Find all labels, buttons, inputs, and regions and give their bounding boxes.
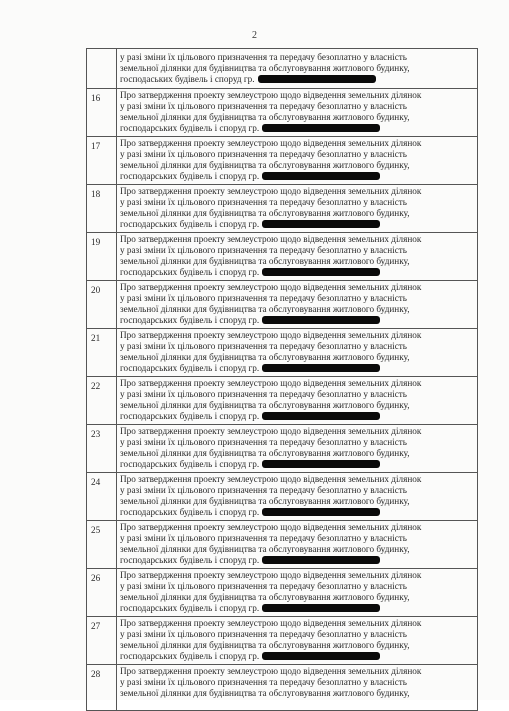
row-text-line-content: господарських будівель і споруд гр. xyxy=(120,411,260,421)
table-row xyxy=(87,89,478,137)
row-number-cell: 28 xyxy=(87,665,117,711)
row-text-line-content: господарських будівель і споруд гр. xyxy=(120,219,260,229)
row-text-line: земельної ділянки для будівництва та обслуговування житлового будинку, xyxy=(120,63,410,73)
row-text-line: земельної ділянки для будівництва та обслуговування житлового будинку, xyxy=(120,688,410,698)
row-text-line-content: господарських будівель і споруд гр. xyxy=(120,555,260,565)
row-text-cell xyxy=(117,617,478,665)
redaction-mark xyxy=(262,508,380,516)
row-text-line: у разі зміни їх цільового призначення та передачу безоплатно у власність xyxy=(120,629,407,639)
row-text-line xyxy=(120,123,474,134)
row-text-line: Про затвердження проекту землеустрою щодо відведення земельних ділянок xyxy=(120,330,422,340)
row-text-line: у разі зміни їх цільового призначення та передачу безоплатно у власність xyxy=(120,581,407,591)
row-text-cell xyxy=(117,377,478,425)
row-text-line: земельної ділянки для будівництва та обслуговування житлового будинку, xyxy=(120,160,410,170)
row-text-line: у разі зміни їх цільового призначення та передачу безоплатно у власність xyxy=(120,52,407,62)
row-text-line: земельної ділянки для будівництва та обслуговування житлового будинку, xyxy=(120,400,410,410)
row-number-cell: 17 xyxy=(87,137,117,185)
table-row xyxy=(87,377,478,425)
table-row xyxy=(87,569,478,617)
table-row xyxy=(87,233,478,281)
row-text-line: у разі зміни їх цільового призначення та передачу безоплатно у власність xyxy=(120,389,407,399)
table-row xyxy=(87,617,478,665)
row-text-line-content: господаських будівель і споруд гр. xyxy=(120,74,255,84)
table-row xyxy=(87,137,478,185)
row-text-line: Про затвердження проекту землеустрою щодо відведення земельних ділянок xyxy=(120,618,422,628)
row-text-line xyxy=(120,411,474,422)
row-text-line xyxy=(120,171,474,182)
row-number-cell: 24 xyxy=(87,473,117,521)
row-number-cell xyxy=(87,49,117,89)
row-text-line: у разі зміни їх цільового призначення та передачу безоплатно у власність xyxy=(120,149,407,159)
row-text-line-content: господарських будівель і споруд гр. xyxy=(120,603,260,613)
row-text-line: земельної ділянки для будівництва та обслуговування житлового будинку, xyxy=(120,112,410,122)
table-row xyxy=(87,185,478,233)
row-text-line: Про затвердження проекту землеустрою щодо відведення земельних ділянок xyxy=(120,282,422,292)
row-text-line: Про затвердження проекту землеустрою щодо відведення земельних ділянок xyxy=(120,138,422,148)
row-text-line: у разі зміни їх цільового призначення та передачу безоплатно у власність xyxy=(120,677,407,687)
row-text-cell xyxy=(117,233,478,281)
row-text-line: земельної ділянки для будівництва та обслуговування житлового будинку, xyxy=(120,208,410,218)
table-body xyxy=(87,49,478,711)
table-row-continuation xyxy=(87,49,478,89)
resolutions-table xyxy=(86,48,478,711)
row-text-line-content: господарських будівель і споруд гр. xyxy=(120,267,260,277)
row-number-cell: 27 xyxy=(87,617,117,665)
row-text-cell xyxy=(117,49,478,89)
redaction-mark xyxy=(262,604,380,612)
row-text-line-content: господарських будівель і споруд гр. xyxy=(120,507,260,517)
row-text-line xyxy=(120,267,474,278)
redaction-mark xyxy=(262,268,380,276)
row-number-cell: 25 xyxy=(87,521,117,569)
row-text-cell xyxy=(117,137,478,185)
row-text-line: земельної ділянки для будівництва та обслуговування житлового будинку, xyxy=(120,640,410,650)
row-number-cell: 18 xyxy=(87,185,117,233)
row-text-line: у разі зміни їх цільового призначення та передачу безоплатно у власність xyxy=(120,485,407,495)
row-text-line: у разі зміни їх цільового призначення та передачу безоплатно у власність xyxy=(120,101,407,111)
redaction-mark xyxy=(262,364,380,372)
row-text-line-content: господарських будівель і споруд гр. xyxy=(120,363,260,373)
row-text-cell xyxy=(117,473,478,521)
row-text-cell xyxy=(117,425,478,473)
redaction-mark xyxy=(262,412,380,420)
row-text-line: Про затвердження проекту землеустрою щодо відведення земельних ділянок xyxy=(120,378,422,388)
row-text-line-content: господарських будівель і споруд гр. xyxy=(120,315,260,325)
row-text-cell xyxy=(117,281,478,329)
row-number-cell: 23 xyxy=(87,425,117,473)
row-text-line: Про затвердження проекту землеустрою щодо відведення земельних ділянок xyxy=(120,186,422,196)
page-number: 2 xyxy=(252,30,257,41)
row-text-line: земельної ділянки для будівництва та обслуговування житлового будинку, xyxy=(120,304,410,314)
table-row xyxy=(87,425,478,473)
row-text-line: земельної ділянки для будівництва та обслуговування житлового будинку, xyxy=(120,448,410,458)
row-number-cell: 19 xyxy=(87,233,117,281)
row-text-line-content: господарських будівель і споруд гр. xyxy=(120,123,260,133)
row-text-line xyxy=(120,459,474,470)
redaction-mark xyxy=(262,124,380,132)
row-text-line: Про затвердження проекту землеустрою щодо відведення земельних ділянок xyxy=(120,666,422,676)
row-number-cell: 26 xyxy=(87,569,117,617)
redaction-mark xyxy=(262,220,380,228)
row-text-line xyxy=(120,363,474,374)
row-text-line: у разі зміни їх цільового призначення та передачу безоплатно у власність xyxy=(120,245,407,255)
row-text-line xyxy=(120,315,474,326)
row-text-line-content: господарських будівель і споруд гр. xyxy=(120,651,260,661)
row-text-line: Про затвердження проекту землеустрою щодо відведення земельних ділянок xyxy=(120,426,422,436)
row-text-line: Про затвердження проекту землеустрою щодо відведення земельних ділянок xyxy=(120,522,422,532)
row-text-line: у разі зміни їх цільового призначення та передачу безоплатно у власність xyxy=(120,437,407,447)
row-text-cell xyxy=(117,185,478,233)
row-text-line-content: господарських будівель і споруд гр. xyxy=(120,171,260,181)
row-text-line xyxy=(120,651,474,662)
row-text-line: у разі зміни їх цільового призначення та передачу безоплатно у власність xyxy=(120,293,407,303)
row-text-cell xyxy=(117,665,478,711)
row-text-line xyxy=(120,219,474,230)
table-row xyxy=(87,281,478,329)
redaction-mark xyxy=(262,316,380,324)
row-text-line: земельної ділянки для будівництва та обслуговування житлового будинку, xyxy=(120,544,410,554)
table-row xyxy=(87,665,478,711)
redaction-mark xyxy=(258,75,376,83)
row-text-line xyxy=(120,555,474,566)
row-number-cell: 16 xyxy=(87,89,117,137)
row-text-line xyxy=(120,507,474,518)
row-text-cell xyxy=(117,329,478,377)
row-text-cell xyxy=(117,569,478,617)
row-text-line: земельної ділянки для будівництва та обслуговування житлового будинку, xyxy=(120,592,410,602)
row-text-line: у разі зміни їх цільового призначення та передачу безоплатно у власність xyxy=(120,197,407,207)
row-text-line: Про затвердження проекту землеустрою щодо відведення земельних ділянок xyxy=(120,234,422,244)
row-text-line-content: господарських будівель і споруд гр. xyxy=(120,459,260,469)
row-text-line: у разі зміни їх цільового призначення та передачу безоплатно у власність xyxy=(120,341,407,351)
redaction-mark xyxy=(262,652,380,660)
redaction-mark xyxy=(262,460,380,468)
table-row xyxy=(87,473,478,521)
row-text-line: земельної ділянки для будівництва та обслуговування житлового будинку, xyxy=(120,256,410,266)
row-text-line: у разі зміни їх цільового призначення та передачу безоплатно у власність xyxy=(120,533,407,543)
row-number-cell: 20 xyxy=(87,281,117,329)
row-text-line: Про затвердження проекту землеустрою щодо відведення земельних ділянок xyxy=(120,90,422,100)
redaction-mark xyxy=(262,556,380,564)
table-row xyxy=(87,329,478,377)
row-text-line: Про затвердження проекту землеустрою щодо відведення земельних ділянок xyxy=(120,570,422,580)
table-row xyxy=(87,521,478,569)
redaction-mark xyxy=(262,172,380,180)
row-text-line: Про затвердження проекту землеустрою щодо відведення земельних ділянок xyxy=(120,474,422,484)
row-text-cell xyxy=(117,89,478,137)
row-number-cell: 22 xyxy=(87,377,117,425)
row-text-line: земельної ділянки для будівництва та обслуговування житлового будинку, xyxy=(120,496,410,506)
row-text-line xyxy=(120,603,474,614)
row-text-cell xyxy=(117,521,478,569)
row-number-cell: 21 xyxy=(87,329,117,377)
row-text-line xyxy=(120,74,474,85)
row-text-line: земельної ділянки для будівництва та обслуговування житлового будинку, xyxy=(120,352,410,362)
